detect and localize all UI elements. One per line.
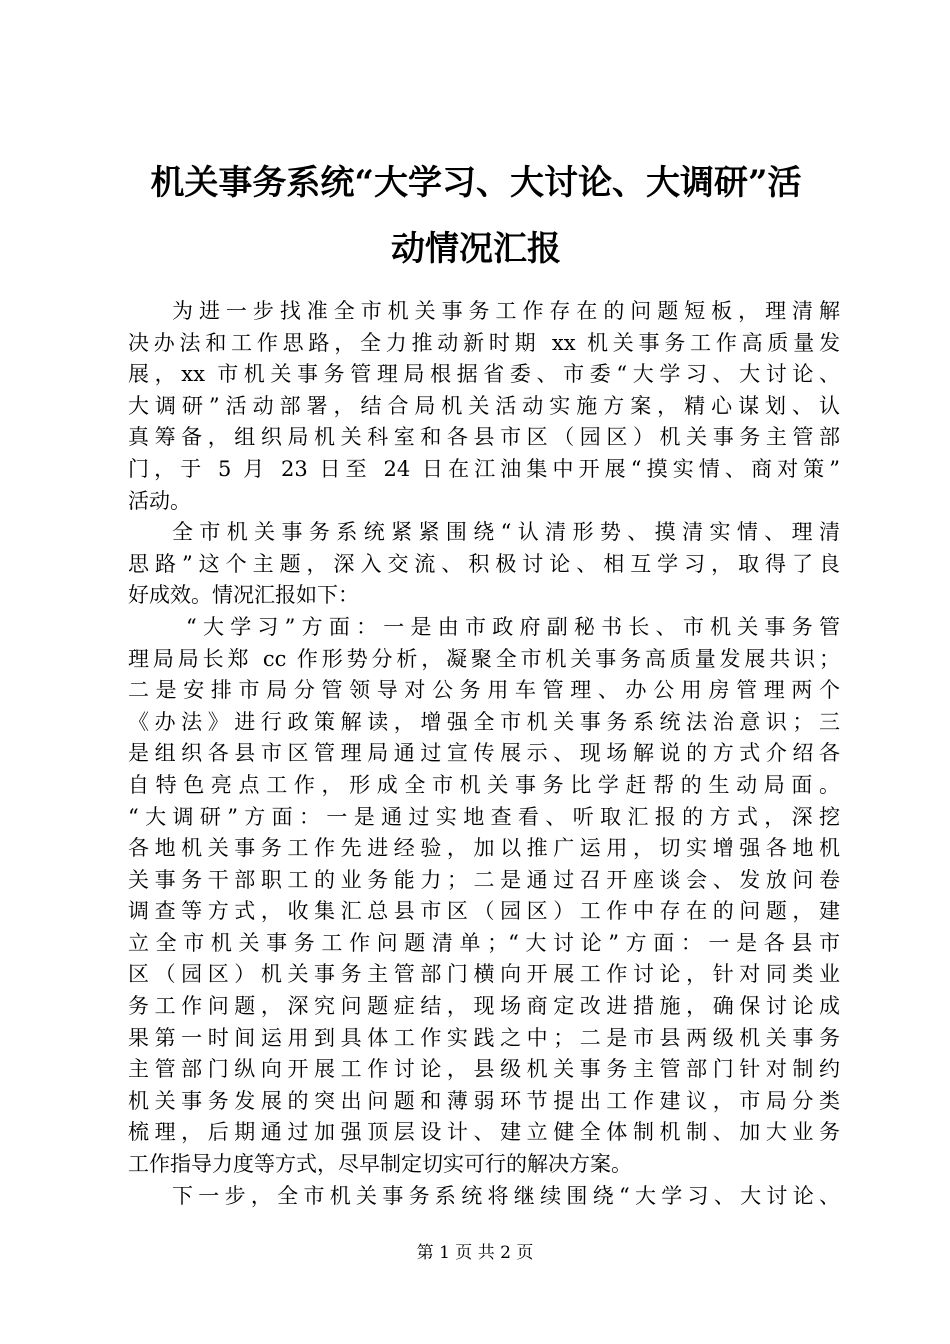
text-line: 机关事务发展的突出问题和薄弱环节提出工作建议，市局分类 (128, 1088, 840, 1113)
text-line: 下一步，全市机关事务系统将继续围绕“大学习、大讨论、 (172, 1183, 840, 1208)
title-line-2: 动情况汇报 (391, 229, 561, 269)
text-line: 真筹备，组织局机关科室和各县市区（园区）机关事务主管部 (128, 425, 840, 450)
text-line: “大调研”方面：一是通过实地查看、听取汇报的方式，深挖 (128, 804, 840, 829)
text-line: 各地机关事务工作先进经验，加以推广运用，切实增强各地机 (128, 836, 840, 861)
text-line: 全市机关事务系统紧紧围绕“认清形势、摸清实情、理清 (172, 520, 840, 545)
text-line: 立全市机关事务工作问题清单；“大讨论”方面：一是各县市 (128, 930, 840, 955)
text-line: 是组织各县市区管理局通过宣传展示、现场解说的方式介绍各 (128, 741, 840, 766)
text-line: 区（园区）机关事务主管部门横向开展工作讨论，针对同类业 (128, 962, 840, 987)
text-line: 好成效。情况汇报如下： (128, 583, 359, 608)
text-line: 工作指导力度等方式，尽早制定切实可行的解决方案。 (128, 1152, 632, 1177)
text-line: 关事务干部职工的业务能力；二是通过召开座谈会、发放问卷 (128, 867, 840, 892)
page-footer: 第 1 页 共 2 页 (416, 1243, 534, 1263)
text-line: 调查等方式，收集汇总县市区（园区）工作中存在的问题，建 (128, 899, 840, 924)
text-line: 二是安排市局分管领导对公务用车管理、办公用房管理两个 (128, 678, 840, 703)
text-line: 自特色亮点工作，形成全市机关事务比学赶帮的生动局面。 (128, 772, 840, 797)
text-line: 决办法和工作思路，全力推动新时期 xx 机关事务工作高质量发 (128, 330, 840, 355)
text-line: “大学习”方面：一是由市政府副秘书长、市机关事务管 (186, 614, 840, 639)
document-title (120, 150, 832, 282)
text-line: 展，xx 市机关事务管理局根据省委、市委“大学习、大讨论、 (128, 362, 840, 387)
text-line: 理局局长郑 cc 作形势分析，凝聚全市机关事务高质量发展共识； (128, 646, 840, 671)
text-line: 《办法》进行政策解读，增强全市机关事务系统法治意识；三 (128, 709, 840, 734)
text-line: 思路”这个主题，深入交流、积极讨论、相互学习，取得了良 (128, 551, 840, 576)
text-line: 务工作问题，深究问题症结，现场商定改进措施，确保讨论成 (128, 994, 840, 1019)
text-line: 门，于 5 月 23 日至 24 日在江油集中开展“摸实情、商对策” (128, 456, 840, 481)
text-line: 大调研”活动部署，结合局机关活动实施方案，精心谋划、认 (128, 393, 840, 418)
text-line: 为进一步找准全市机关事务工作存在的问题短板，理清解 (172, 299, 840, 323)
text-line: 活动。 (128, 488, 191, 513)
title-line-1: 机关事务系统“大学习、大讨论、大调研”活 (150, 163, 802, 203)
text-line: 果第一时间运用到具体工作实践之中；二是市县两级机关事务 (128, 1025, 840, 1050)
document-body (128, 296, 840, 1212)
text-line: 梳理，后期通过加强顶层设计、建立健全体制机制、加大业务 (128, 1120, 840, 1145)
text-line: 主管部门纵向开展工作讨论，县级机关事务主管部门针对制约 (128, 1057, 840, 1082)
